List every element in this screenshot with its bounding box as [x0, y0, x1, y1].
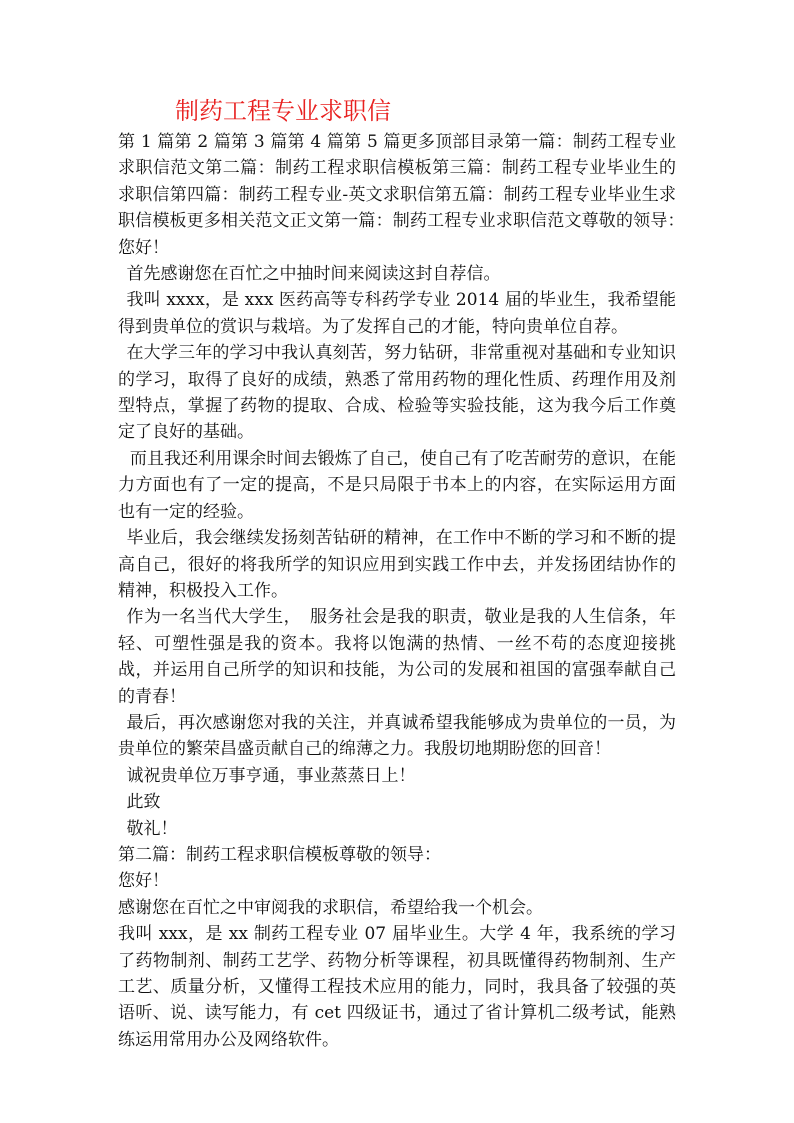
closing-salutation: 此致: [126, 792, 161, 813]
body-paragraph: 我叫 xxxx，是 xxx 医药高等专科药学专业 2014 届的毕业生，我希望能得到贵单位的赏识与栽培。为了发挥自己的才能，特向贵单位自荐。: [118, 290, 676, 337]
body-paragraph: 作为一名当代大学生， 服务社会是我的职责，敬业是我的人生信条，年轻、可塑性强是我的资本。我将以饱满的热情、一丝不苟的态度迎接挑战，并运用自己所学的知识和技能，为公司的发展和祖国的富强奉献自己的青春！: [118, 607, 676, 707]
closing-wish: 诚祝贵单位万事亨通，事业蒸蒸日上！: [126, 765, 416, 786]
section-heading: 第二篇：制药工程求职信模板尊敬的领导：: [118, 844, 441, 865]
body-paragraph: 首先感谢您在百忙之中抽时间来阅读这封自荐信。: [126, 264, 501, 285]
body-paragraph: 我叫 xxx，是 xx 制药工程专业 07 届毕业生。大学 4 年，我系统的学习了药物制剂、制药工艺学、药物分析等课程，初具既懂得药物制剂、生产工艺、质量分析，又懂得工程技术应用的能力，同时，我具备了较强的英语听、说、读写能力，有 cet 四级证书，通过了省计算机二级考试，能熟练运用常用办公及网络软件。: [118, 924, 676, 1050]
table-of-contents-paragraph: 第 1 篇第 2 篇第 3 篇第 4 篇第 5 篇更多顶部目录第一篇：制药工程专业求职信范文第二篇：制药工程求职信模板第三篇：制药工程专业毕业生的求职信第四篇：制药工程专业-英文求职信第五篇：制药工程专业毕业生求职信模板更多相关范文正文第一篇：制药工程专业求职信范文尊敬的领导： 您好！: [118, 132, 693, 258]
body-paragraph: 在大学三年的学习中我认真刻苦，努力钻研，非常重视对基础和专业知识的学习，取得了良好的成绩，熟悉了常用药物的理化性质、药理作用及剂型特点，掌握了药物的提取、合成、检验等实验技能，这为我今后工作奠定了良好的基础。: [118, 343, 676, 443]
body-paragraph: 感谢您在百忙之中审阅我的求职信，希望给我一个机会。: [118, 897, 543, 918]
document-title: 制药工程专业求职信: [175, 97, 391, 125]
body-paragraph: 最后，再次感谢您对我的关注，并真诚希望我能够成为贵单位的一员，为贵单位的繁荣昌盛贡献自己的绵薄之力。我殷切地期盼您的回音！: [118, 712, 676, 760]
greeting: 您好！: [118, 871, 169, 892]
body-paragraph: 而且我还利用课余时间去锻炼了自己，使自己有了吃苦耐劳的意识，在能力方面也有了一定的提高，不是只局限于书本上的内容，在实际运用方面也有一定的经验。: [118, 448, 676, 522]
body-paragraph: 毕业后，我会继续发扬刻苦钻研的精神，在工作中不断的学习和不断的提高自己，很好的将我所学的知识应用到实践工作中去，并发扬团结协作的精神，积极投入工作。: [118, 528, 676, 601]
document-body: [118, 129, 693, 1053]
closing-regards: 敬礼！: [126, 818, 178, 839]
